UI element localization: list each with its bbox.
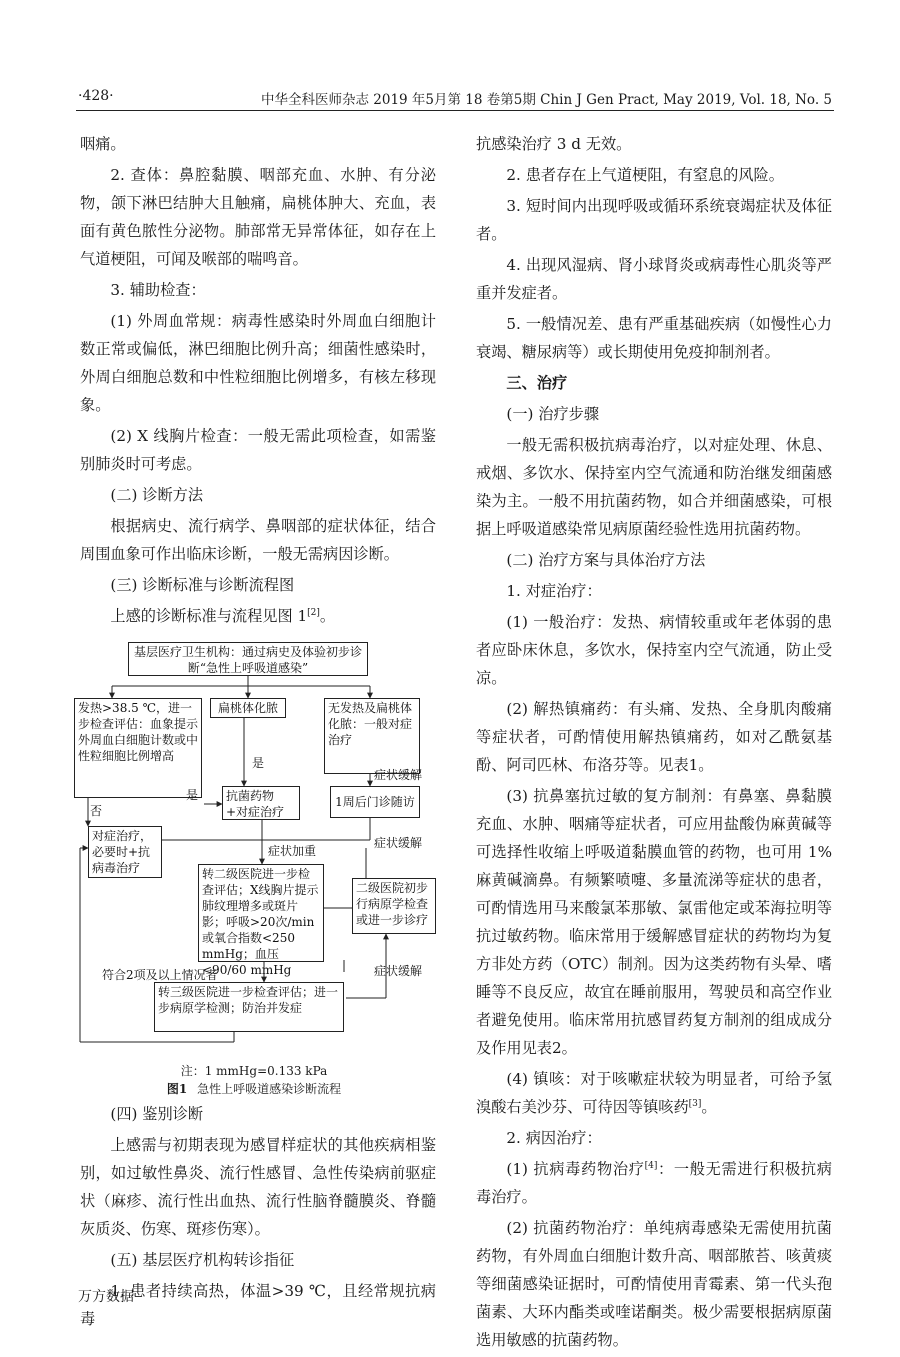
paragraph: 抗感染治疗 3 d 无效。 — [476, 135, 632, 153]
right-column — [476, 130, 832, 1357]
paragraph: (2) X 线胸片检查：一般无需此项检查，如需鉴别肺炎时可考虑。 — [80, 427, 436, 473]
flow-node-secondary-initial: 二级医院初步行病原学检查或进一步诊疗 — [352, 878, 436, 934]
section-heading: (四) 鉴别诊断 — [110, 1105, 204, 1123]
paragraph: (3) 抗鼻塞抗过敏的复方制剂：有鼻塞、鼻黏膜充血、水肿、咽痛等症状者，可应用盐酸伪麻黄碱等可选择性收缩上呼吸道黏膜血管的药物，也可用 1% 麻黄碱滴鼻。有频繁喷嚏、多量流涕等症状的患者，可酌情选用马来酸氯苯那敏、氯雷他定或苯海拉明等抗过敏药物。临床常用于缓解感冒症状的药物均为复方非处方药（OTC）制剂。因为这类药物有头晕、嗜睡等不良反应，故宜在睡前服用，驾驶员和高空作业者避免使用。临床常用抗感冒药复方制剂的组成成分及作用见表2。 — [476, 787, 832, 1057]
flow-node-no-fever: 无发热及扁桃体化脓：一般对症治疗 — [324, 698, 420, 774]
paragraph: 一般无需积极抗病毒治疗，以对症处理、休息、戒烟、多饮水、保持室内空气流通和防治继发细菌感染为主。一般不用抗菌药物，如合并细菌感染，可根据上呼吸道感染常见病原菌经验性选用抗菌药物。 — [476, 436, 832, 538]
flow-label-relief: 症状缓解 — [374, 768, 423, 782]
figure-intro: 上感的诊断标准与流程见图 1[2]。 — [110, 607, 336, 625]
paragraph: (1) 一般治疗：发热、病情较重或年老体弱的患者应卧床休息，多饮水，保持室内空气流通，防止受凉。 — [476, 613, 832, 687]
diagnosis-flowchart — [74, 638, 434, 1094]
paragraph: (1) 外周血常规：病毒性感染时外周血白细胞计数正常或偏低，淋巴细胞比例升高；细菌性感染时，外周白细胞总数和中性粒细胞比例增多，有核左移现象。 — [80, 312, 436, 414]
citation-ref: [3] — [688, 1098, 702, 1109]
section-heading: (二) 治疗方案与具体治疗方法 — [506, 551, 706, 569]
flow-label-yes: 是 — [252, 756, 265, 770]
section-heading: (五) 基层医疗机构转诊指征 — [110, 1251, 295, 1269]
left-column — [80, 130, 436, 1336]
paragraph: (2) 解热镇痛药：有头痛、发热、全身肌肉酸痛等症状者，可酌情使用解热镇痛药，如对乙酰氨基酚、阿司匹林、布洛芬等。见表1。 — [476, 700, 832, 774]
flow-label-worsen: 症状加重 — [268, 844, 317, 858]
flow-node-antibiotic-treatment: 抗菌药物+对症治疗 — [222, 786, 300, 820]
flow-label-meets-criteria: 符合2项及以上情况者 — [102, 968, 218, 982]
citation-ref: [4] — [644, 1160, 658, 1171]
citation-ref: [2] — [307, 607, 320, 618]
paragraph: 2. 查体：鼻腔黏膜、咽部充血、水肿、有分泌物，颌下淋巴结肿大且触痛，扁桃体肿大、充血，表面有黄色脓性分泌物。肺部常无异常体征，如存在上气道梗阻，可闻及喉部的喘鸣音。 — [80, 166, 436, 268]
flow-node-symptomatic-treatment: 对症治疗，必要时+抗病毒治疗 — [88, 826, 162, 878]
section-heading: 三、治疗 — [506, 374, 568, 392]
paragraph: 3. 短时间内出现呼吸或循环系统衰竭症状及体征者。 — [476, 197, 832, 243]
flow-node-followup: 1周后门诊随访 — [330, 786, 420, 818]
flow-node-primary-care: 基层医疗卫生机构：通过病史及体验初步诊断“急性上呼吸道感染” — [128, 642, 368, 676]
paragraph: 根据病史、流行病学、鼻咽部的症状体征，结合周围血象可作出临床诊断，一般无需病因诊断。 — [80, 517, 436, 563]
paragraph: 2. 患者存在上气道梗阻，有窒息的风险。 — [506, 166, 784, 184]
footer-watermark: 万方数据 — [78, 1289, 134, 1305]
flow-node-tertiary-referral: 转三级医院进一步检查评估；进一步病原学检测；防治并发症 — [154, 982, 344, 1032]
flow-label-no: 否 — [90, 804, 103, 818]
section-heading: 2. 病因治疗： — [506, 1129, 602, 1147]
flow-node-secondary-referral: 转二级医院进一步检查评估；X线胸片提示肺纹理增多或斑片影；呼吸>20次/min或氧合指数<250 mmHg；血压<90/60 mmHg — [198, 864, 324, 962]
flow-label-relief: 症状缓解 — [374, 836, 423, 850]
paragraph: 咽痛。 — [80, 135, 126, 153]
section-heading: (三) 诊断标准与诊断流程图 — [110, 576, 295, 594]
flow-label-yes: 是 — [186, 788, 199, 802]
flow-node-fever-evaluation: 发热>38.5 ℃，进一步检查评估：血象提示外周血白细胞计数或中性粒细胞比例增高 — [74, 698, 202, 798]
figure-note: 注：1 mmHg=0.133 kPa — [180, 1064, 328, 1078]
paragraph: 上感需与初期表现为感冒样症状的其他疾病相鉴别，如过敏性鼻炎、流行性感冒、急性传染病前驱症状（麻疹、流行性出血热、流行性脑脊髓膜炎、脊髓灰质炎、伤寒、斑疹伤寒）。 — [80, 1136, 436, 1238]
section-heading: (一) 治疗步骤 — [506, 405, 600, 423]
paragraph: 4. 出现风湿病、肾小球肾炎或病毒性心肌炎等严重并发症者。 — [476, 256, 832, 302]
paragraph: (4) 镇咳：对于咳嗽症状较为明显者，可给予氢溴酸右美沙芬、可待因等镇咳药[3]。 — [476, 1070, 832, 1116]
paragraph: 5. 一般情况差、患有严重基础疾病（如慢性心力衰竭、糖尿病等）或长期使用免疫抑制剂者。 — [476, 315, 832, 361]
paragraph: (2) 抗菌药物治疗：单纯病毒感染无需使用抗菌药物，有外周血白细胞计数升高、咽部脓苔、咳黄痰等细菌感染证据时，可酌情使用青霉素、第一代头孢菌素、大环内酯类或喹诺酮类。极少需要根据病原菌选用敏感的抗菌药物。 — [476, 1219, 832, 1349]
paragraph: 3. 辅助检查： — [110, 281, 206, 299]
header-rule — [76, 110, 834, 111]
section-heading: (二) 诊断方法 — [110, 486, 204, 504]
flow-node-tonsil-pus: 扁桃体化脓 — [210, 698, 286, 718]
running-head: 中华全科医师杂志 2019 年5月第 18 卷第5期 Chin J Gen Pract, May 2019, Vol. 18, No. 5 — [260, 92, 832, 108]
page-number: ·428· — [78, 88, 114, 104]
figure-caption: 图1 急性上呼吸道感染诊断流程 — [166, 1082, 342, 1096]
paragraph: (1) 抗病毒药物治疗[4]：一般无需进行积极抗病毒治疗。 — [476, 1160, 832, 1206]
paragraph: 1. 患者持续高热，体温>39 ℃，且经常规抗病毒 — [80, 1282, 436, 1328]
flow-label-relief: 症状缓解 — [374, 964, 423, 978]
paragraph: 1. 对症治疗： — [506, 582, 602, 600]
